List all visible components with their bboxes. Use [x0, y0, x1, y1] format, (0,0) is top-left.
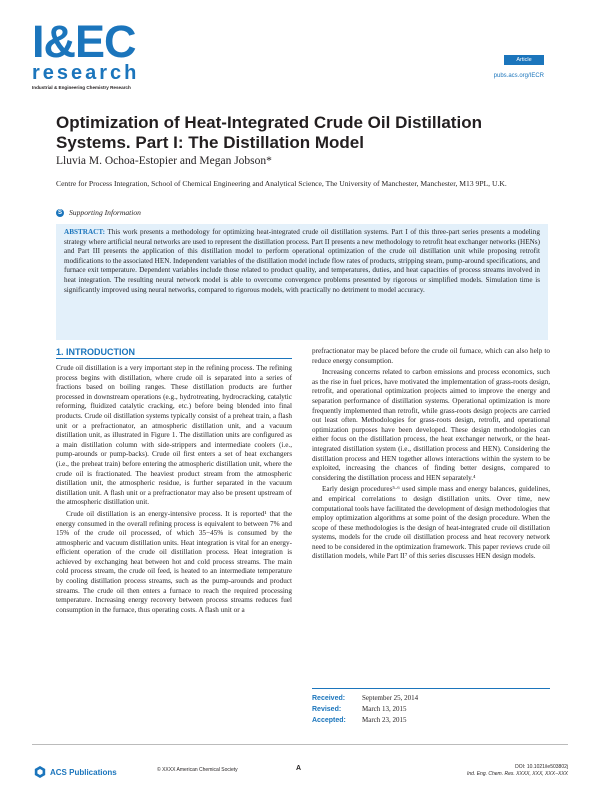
paragraph: prefractionator may be placed before the crude oil furnace, which can also help to reduce energy consumption.	[312, 347, 550, 365]
publisher-logo	[34, 766, 117, 778]
revised-label: Revised:	[312, 706, 342, 713]
accepted-date: March 23, 2015	[362, 716, 407, 724]
left-column	[56, 364, 292, 740]
page-number: A	[296, 765, 302, 772]
footer-divider	[32, 744, 568, 745]
article-dates	[312, 688, 550, 726]
paragraph: Early design procedures⁵·⁶ used simple mass and energy balances, guidelines, and empirical correlations to design distillation units. Over time, new computational tools have facilitated the development of design methodologies that employ optimization algorithms at some point of the design procedure. When the scope of these methodologies is the design of heat-integrated crude oil distillation systems, models for the crude oil distillation process and heat recovery network need to be considered in the optimization framework. This paper reviews crude oil distillation models, while Part II⁷ of this series discusses HEN design models.	[312, 485, 550, 561]
publisher-name: ACS Publications	[50, 767, 117, 777]
paragraph: Crude oil distillation is an energy-intensive process. It is reported¹ that the energy consumed in the overall refining process is equivalent to between 7% and 15% of the crude oil processed, of which 35−45% is consumed by the atmospheric and vacuum distillation units. Heat integration is vital for an energy-efficient operation of the crude oil distillation process. Heat integration is achieved by exchanging heat between hot and cold process streams. The main cold process stream, the crude oil feed, is heated to an intermediate temperature by cooling distillation process streams, such as the pump-arounds and product streams. The crude oil then enters a furnace to reach the required processing temperature. Increasing energy recovery between process streams reduces fuel consumption in the furnace, thus operating costs. A flash unit or a	[56, 509, 292, 614]
abstract-label: ABSTRACT:	[64, 228, 106, 236]
affiliation: Centre for Process Integration, School of Chemical Engineering and Analytical Science, The University of Manchester, Manchester, M13 9PL, U.K.	[56, 179, 507, 188]
revised-date: March 13, 2015	[362, 705, 407, 713]
right-column	[312, 347, 550, 685]
authors: Lluvia M. Ochoa-Estopier and Megan Jobson*	[56, 155, 272, 167]
section-rule	[56, 358, 292, 359]
abstract-box	[56, 224, 548, 340]
journal-logo-sub: research	[32, 62, 140, 84]
acs-hexagon-icon	[34, 766, 46, 778]
article-badge: Article	[504, 55, 544, 65]
journal-full-name: Industrial & Engineering Chemistry Research	[32, 85, 131, 90]
received-date: September 25, 2014	[362, 694, 419, 702]
paragraph: Increasing concerns related to carbon emissions and process economics, such as the rise in fuel prices, have motivated the implementation of grass-roots design, retrofit, and operational optimization projects aimed to improve the energy and separation performance of distillation systems. Operational optimization is more frequently implemented than retrofit, while grass-roots design projects are carried out least often. Methodologies for grass-roots design, retrofit, and operational optimization purposes have been developed. These design methodologies can either focus on the distillation process, the heat exchanger network, or the heat-integrated distillation system (i.e., distillation process and HEN). Considering the distillation process and HEN together allows interactions within the system to be exploited, increasing the chances of finding better designs, compared to considering the distillation process and HEN separately.⁴	[312, 368, 550, 482]
received-label: Received:	[312, 695, 346, 702]
supporting-info-label: Supporting Information	[69, 208, 141, 217]
supporting-information-link[interactable]	[56, 208, 141, 217]
journal-url[interactable]: pubs.acs.org/IECR	[493, 73, 544, 79]
abstract-text: This work presents a methodology for optimizing heat-integrated crude oil distillation systems. Part I of this three-part series presents a modeling strategy where artificial neural networks are used to represent the distillation process. Part II presents a new methodology to retrofit heat exchanger networks (HENs) and Part III presents the application of this distillation model to perform operational optimization of the crude oil distillation unit while proposing retrofit modifications to the associated HEN. Independent variables of the distillation model include flow rates of products, stripping steam, pump-around specifications, and furnace exit temperature. Dependent variables include those related to product quality, and temperatures, duties, and heat capacities of process streams involved in heat integration. The resulting neural network model is able to overcome convergence problems presented by rigorous or simplified models. Simulation time is significantly improved using neural networks, compared to rigorous models, with practically no detriment to model accuracy.	[64, 228, 540, 294]
paragraph: Crude oil distillation is a very important step in the refining process. The refining process begins with distillation, where crude oil is separated into a series of fractions based on boiling ranges. These distillation products are further processed in downstream operations (e.g., hydrotreating, hydrocracking, catalytic reforming, fluidized catalytic cracking, etc.) before being blended into final products. Crude oil distillation systems typically consist of a preheat train, a flash unit or a prefractionator, an atmospheric distillation unit, and a vacuum distillation unit, as illustrated in Figure 1. The distillation units are configured as a main distillation column with side-strippers and intermediate coolers (i.e., pump-arounds or pump-backs). Crude oil first enters a set of heat exchangers (i.e., the preheat train) before entering the atmospheric distillation unit, where the crude oil is fractionated. The heaviest product stream from the atmospheric distillation unit, the atmospheric residue, is further separated in the vacuum distillation unit. A flash unit or a prefractionator may also be present upstream of the atmospheric distillation unit.	[56, 364, 292, 507]
supporting-info-icon: S	[57, 209, 62, 216]
section-heading: 1. INTRODUCTION	[56, 347, 136, 357]
copyright: © XXXX American Chemical Society	[157, 767, 238, 773]
doi-block	[467, 764, 568, 778]
doi[interactable]: DOI: 10.1021/ie503802j	[515, 764, 568, 770]
citation: Ind. Eng. Chem. Res. XXXX, XXX, XXX−XXX	[466, 771, 568, 777]
accepted-label: Accepted:	[312, 717, 346, 724]
article-title: Optimization of Heat-Integrated Crude Oil Distillation Systems. Part I: The Distillation Model	[56, 113, 482, 152]
journal-logo: I&EC	[32, 16, 136, 67]
